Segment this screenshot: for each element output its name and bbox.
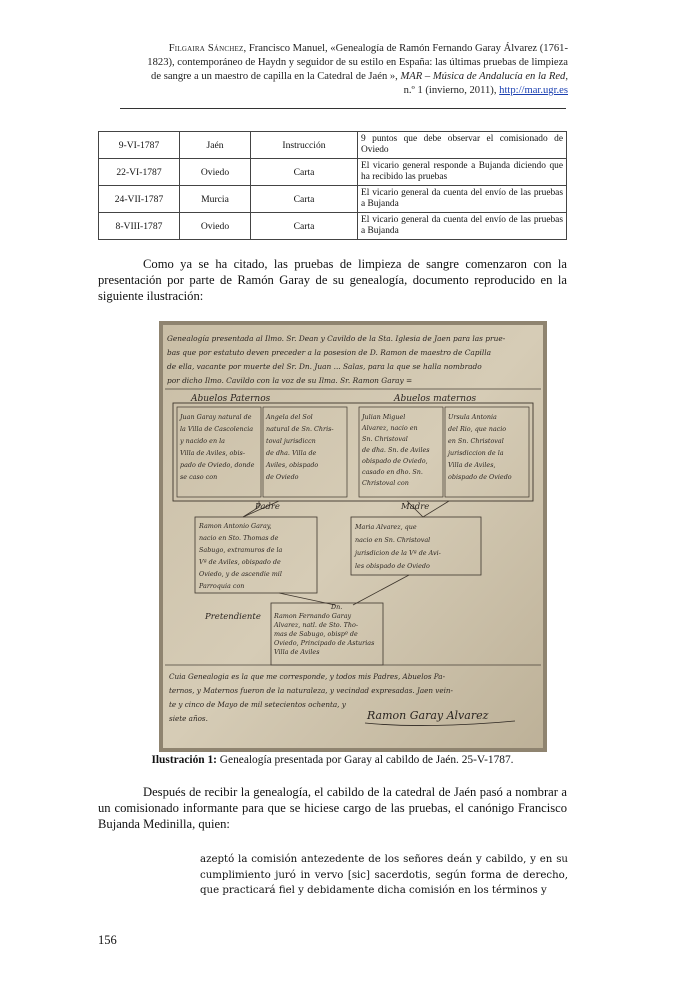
ms-top-line-3: de ella, vacante por muerte del Sr. Dn. Juan ... Salas, para la que se halla nombrado — [167, 362, 482, 371]
page-number: 156 — [98, 933, 117, 947]
ms-top-line-2: bas que por estatuto deven preceder a la posesion de D. Ramon de maestro de Capilla — [167, 348, 492, 357]
table-cell-desc: 9 puntos que debe observar el comisionado de Oviedo — [358, 132, 567, 159]
ms-box4-line: obispado de Oviedo — [448, 473, 512, 481]
ms-padre-line: Oviedo, y de ascendie mil — [199, 570, 282, 578]
ms-box2-line: Aviles, obispado — [266, 461, 319, 469]
ms-pret-line: mas de Sabugo, obispº de — [274, 630, 358, 638]
ms-pret-line: Ramon Fernando Garay — [274, 612, 352, 620]
ms-label-abuelos-maternos: Abuelos maternos — [394, 394, 477, 404]
ms-padre-line: Sabugo, extramuros de la — [199, 546, 283, 554]
documents-table — [98, 131, 567, 240]
ms-bottom-line: te y cinco de Mayo de mil setecientos ochenta, y — [169, 700, 346, 709]
table-row — [99, 159, 567, 186]
paragraph-2 — [98, 784, 567, 832]
ms-box2-line: de dha. Villa de — [266, 449, 317, 457]
table-cell-date: 8-VIII-1787 — [99, 213, 180, 240]
ms-box1-line: Villa de Aviles, obis- — [180, 449, 245, 457]
ms-madre-line: jurisdicion de la Vª de Avi- — [355, 549, 441, 557]
ms-box1-line: la Villa de Cascolencia — [180, 425, 254, 433]
ms-pret-line: Villa de Aviles — [274, 648, 320, 656]
ms-label-padre: Padre — [255, 502, 280, 512]
header-journal: MAR – Música de Andalucía en la Red — [400, 71, 566, 82]
table-cell-place: Oviedo — [180, 213, 251, 240]
paragraph-1-text: Como ya se ha citado, las pruebas de limpieza de sangre comenzaron con la presentación por parte de Ramón Garay de su genealogía, documento reproducido en la siguiente ilustración: — [98, 257, 567, 303]
ms-padre-line: Ramon Antonio Garay, — [199, 522, 272, 530]
table-cell-desc: El vicario general responde a Bujanda diciendo que ha recibido las pruebas — [358, 159, 567, 186]
table-row — [99, 132, 567, 159]
table-cell-type: Carta — [251, 159, 358, 186]
ms-box2-line: Angela del Sol — [266, 413, 313, 421]
ms-top-line-4: por dicho Ilmo. Cavildo con la voz de su Ilma. Sr. Ramon Garay = — [167, 376, 413, 385]
ms-top-line-1: Genealogía presentada al Ilmo. Sr. Dean y Cavildo de la Sta. Iglesia de Jaen para las prue- — [167, 334, 506, 343]
table-cell-type: Instrucción — [251, 132, 358, 159]
ms-madre-line: nacio en Sn. Christoval — [355, 536, 431, 544]
ms-box3-line: Christoval con — [362, 479, 409, 487]
ms-bottom-line: siete años. — [169, 714, 208, 723]
ms-label-abuelos-paternos: Abuelos Paternos — [191, 394, 271, 404]
paragraph-1 — [98, 256, 567, 304]
header-author: Filgaira Sánchez — [168, 43, 244, 54]
ms-box2-line: natural de Sn. Chris- — [266, 425, 334, 433]
ms-box1-line: pado de Oviedo, donde — [180, 461, 255, 469]
header-line2: 1823), contemporáneo de Haydn y seguidor de su estilo en España: las últimas pruebas de limpieza — [147, 57, 568, 68]
paragraph-2-text: Después de recibir la genealogía, el cabildo de la catedral de Jaén pasó a nombrar a un comisionado informante para que se hiciese cargo de las pruebas, el canónigo Francisco Bujanda Medinilla, quien: — [98, 785, 567, 831]
ms-label-pretendiente: Pretendiente — [205, 612, 261, 622]
ms-box3-line: casado en dho. Sn. — [362, 468, 423, 476]
ms-padre-line: nacio en Sto. Thomas de — [199, 534, 279, 542]
ms-label-madre: Madre — [401, 502, 430, 512]
ms-box4-line: del Rio, que nacio — [448, 425, 507, 433]
table-cell-date: 24-VII-1787 — [99, 186, 180, 213]
ms-box3-line: obispado de Oviedo, — [362, 457, 428, 465]
running-header: Filgaira Sánchez, Francisco Manuel, «Genealogía de Ramón Fernando Garay Álvarez (1761- 1823), contemporáneo de Haydn y seguidor de su estilo en España: las últimas pruebas de limpieza de sangre a un maestro de capilla en la Catedral de Jaén », MAR – Música de Andalucía en la Red, n.º 1 (invierno, 2011), http://mar.ugr.es — [98, 42, 568, 98]
table-cell-type: Carta — [251, 213, 358, 240]
ms-box4-line: Ursula Antonia — [448, 413, 497, 421]
table-cell-place: Oviedo — [180, 159, 251, 186]
ms-box3-line: Alvarez, nacio en — [362, 424, 418, 432]
ms-pret-line: Oviedo, Principado de Asturias — [274, 639, 375, 647]
ms-pret-line: Alvarez, natl. de Sto. Tho- — [274, 621, 358, 629]
header-rule — [120, 108, 566, 109]
header-url-link[interactable]: http://mar.ugr.es — [499, 85, 568, 96]
figure-caption — [98, 754, 567, 766]
table-cell-desc: El vicario general da cuenta del envío de las pruebas a Bujanda — [358, 186, 567, 213]
table-row — [99, 213, 567, 240]
table-cell-place: Jaén — [180, 132, 251, 159]
ms-box4-line: jurisdiccion de la — [448, 449, 504, 457]
ms-box4-line: en Sn. Christoval — [448, 437, 504, 445]
ms-box1-line: se caso con — [180, 473, 218, 481]
ms-box1-line: Juan Garay natural de — [180, 413, 252, 421]
ms-box2-line: toval jurisdiccn — [266, 437, 316, 445]
table-cell-type: Carta — [251, 186, 358, 213]
ms-madre-line: Maria Alvarez, que — [355, 523, 417, 531]
table-cell-place: Murcia — [180, 186, 251, 213]
header-line4: n.º 1 (invierno, 2011), — [403, 85, 500, 96]
ms-bottom-line: ternos, y Maternos fueron de la naturaleza, y vecindad expresadas. Jaen vein- — [169, 686, 453, 695]
ms-padre-line: Vª de Aviles, obispado de — [199, 558, 281, 566]
ms-padre-line: Parroquia con — [199, 582, 245, 590]
caption-text: Genealogía presentada por Garay al cabildo de Jaén. 25-V-1787. — [216, 754, 514, 766]
ms-box2-line: de Oviedo — [266, 473, 299, 481]
block-quote: azeptó la comisión antezedente de los señores deán y cabildo, y en su cumplimiento juró in vervo [sic] sacerdotis, según forma de derecho, que practicará fiel y debidamente dicha comisión en los términos y — [200, 854, 568, 897]
ms-box1-line: y nacido en la — [180, 437, 225, 445]
ms-bottom-line: Cuia Genealogia es la que me corresponde, y todos mis Padres, Abuelos Pa- — [169, 672, 446, 681]
ms-box3-line: Julian Miguel — [362, 413, 406, 421]
header-line1: , Francisco Manuel, «Genealogía de Ramón Fernando Garay Álvarez (1761- — [243, 43, 568, 54]
caption-label: Ilustración 1: — [151, 754, 217, 766]
ms-box3-line: Sn. Christoval — [362, 435, 408, 443]
ms-box3-line: de dha. Sn. de Aviles — [362, 446, 430, 454]
ms-signature: Ramon Garay Alvarez — [367, 709, 489, 722]
ms-madre-line: les obispado de Oviedo — [355, 562, 430, 570]
table-cell-date: 22-VI-1787 — [99, 159, 180, 186]
table-cell-desc: El vicario general da cuenta del envío de las pruebas a Bujanda — [358, 213, 567, 240]
ms-box4-line: Villa de Aviles, — [448, 461, 496, 469]
table-cell-date: 9-VI-1787 — [99, 132, 180, 159]
ms-pret-line: Dn. — [331, 603, 343, 611]
genealogy-manuscript-image — [159, 321, 547, 752]
table-row — [99, 186, 567, 213]
header-line3: de sangre a un maestro de capilla en la Catedral de Jaén », — [151, 71, 401, 82]
